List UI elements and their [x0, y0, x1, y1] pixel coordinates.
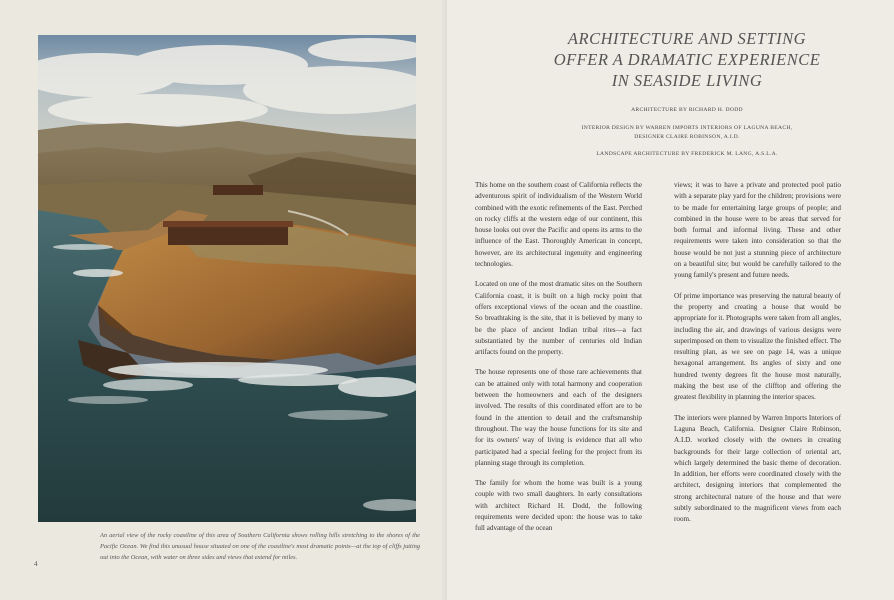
paragraph: Of prime importance was preserving the natural beauty of the property and creating a house that would be appropriate for it. Photographs were taken from all angles, including the air, and drawings of various designs were superimposed on them to visualize the finished effect. The resulting plan, as we see on page 14, was a unique hexagonal arrangement. Its angles of sixty and one hundred twenty degrees fit the house most naturally, making the best use of the clifftop and offering the greatest flexibility in planning the interior spaces. — [674, 291, 841, 402]
text-column-left — [475, 180, 642, 544]
paragraph: The interiors were planned by Warren Imports Interiors of Laguna Beach, California. Designer Claire Robinson, A.I.D. worked closely with the owners in creating backgrounds for their large collection of oriental art, which largely determined the basic theme of decoration. In addition, her efforts were coordinated closely with the architect, designing interiors that complemented the strong architectural nature of the house and that were subtly subordinated to the magnificent views from each room. — [674, 413, 841, 524]
paragraph: This home on the southern coast of California reflects the adventurous spirit of individualism of the Western World combined with the exotic refinements of the East. Perched on rocky cliffs at the western edge of our continent, this house looks out over the Pacific and opens its arms to the influence of the East. Thoroughly American in concept, however, are its architectural ingenuity and engineering technologies. — [475, 181, 642, 269]
text-column-right — [674, 180, 841, 535]
credit-landscape: LANDSCAPE ARCHITECTURE BY FREDERICK M. LANG, A.S.L.A. — [596, 151, 778, 157]
right-page — [447, 0, 894, 600]
credit-interior — [517, 124, 857, 141]
credit-architecture: ARCHITECTURE BY RICHARD H. DODD — [631, 107, 743, 113]
credit-interior-line-2: DESIGNER CLAIRE ROBINSON, A.I.D. — [634, 133, 740, 140]
photo-caption: An aerial view of the rocky coastline of this area of Southern California shows rolling hills stretching to the shores of the Pacific Ocean. We find this unusual house situated on one of the coastline's most dramatic points—at the top of cliffs jutting out into the Ocean, with water on three sides and views that extend for miles. — [100, 532, 420, 561]
title-line-1: ARCHITECTURE AND SETTING — [567, 29, 807, 48]
title-line-2: OFFER A DRAMATIC EXPERIENCE — [553, 50, 821, 69]
page-number: 4 — [34, 560, 38, 568]
paragraph: The house represents one of those rare achievements that can be attained only with total harmony and cooperation between the homeowners and each of the designers involved. The results of this coordinated effort are to be found in the attention to detail and the craftsmanship throughout. The way the house functions for its site and for its owners' way of living is evidence that all who participated had a special feeling for the project from its planning stage through its completion. — [475, 368, 642, 467]
paragraph: views; it was to have a private and protected pool patio with a separate play yard for the children; provisions were to be made for entertaining large groups of people; and combined in the house were to be areas that served for both formal and informal living. These and other requirements were taken into consideration so that the house would be not just a stunning piece of architecture on a beautiful site; but would be carefully tailored to the young family's present and future needs. — [674, 181, 841, 280]
paragraph: Located on one of the most dramatic sites on the Southern California coast, it is built on a high rocky point that offers exceptional views of the ocean and the coastline. So breathtaking is the site, that it is believed by many to be the place of ancient Indian tribal rites—a fact substantiated by the number of centuries old Indian artifacts found on the property. — [475, 280, 642, 357]
paragraph: The family for whom the home was built is a young couple with two small daughters. In early consultations with architect Richard H. Dodd, the following requirements were decided upon: the house was to take full advantage of the ocean — [475, 479, 642, 533]
aerial-coast-photo — [38, 35, 416, 522]
credit-interior-line-1: INTERIOR DESIGN BY WARREN IMPORTS INTERIORS OF LAGUNA BEACH, — [581, 125, 793, 131]
title-line-3: IN SEASIDE LIVING — [611, 71, 763, 90]
article-title — [517, 28, 857, 91]
